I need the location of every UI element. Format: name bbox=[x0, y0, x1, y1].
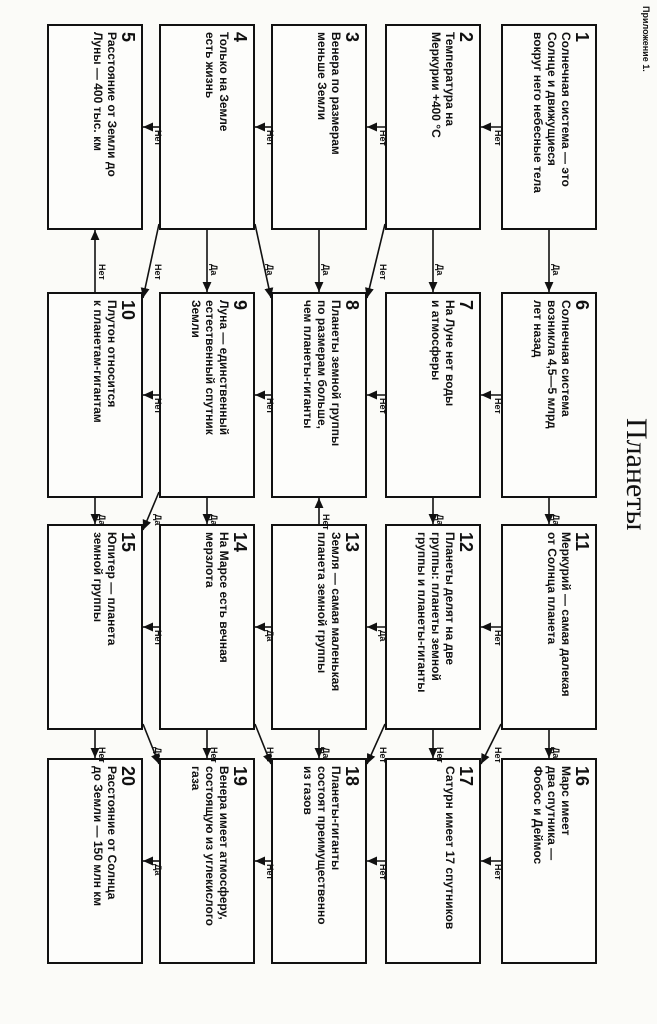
node-17 bbox=[385, 758, 481, 964]
node-3 bbox=[271, 24, 367, 230]
edge-label-yes: Да bbox=[551, 747, 561, 759]
node-number: 10 bbox=[118, 300, 138, 321]
node-text: Планеты земной группы по размерам больше, чем планеты-гиганты bbox=[301, 300, 343, 447]
edge-label-no: Нет bbox=[493, 398, 503, 414]
edge-label-yes: Да bbox=[209, 514, 219, 526]
node-16 bbox=[501, 758, 597, 964]
node-text: Только на Земле есть жизнь bbox=[203, 32, 231, 132]
node-text: Планеты-гиганты состоят преимущественно из газов bbox=[301, 766, 343, 925]
node-4 bbox=[159, 24, 255, 230]
node-text: Марс имеет два спутника — Фобос и Деймос bbox=[531, 766, 573, 865]
edge-4-8 bbox=[255, 224, 271, 298]
node-8 bbox=[271, 292, 367, 498]
node-number: 15 bbox=[118, 532, 138, 553]
node-number: 12 bbox=[456, 532, 476, 553]
node-text: Плутон относится к планетам-гигантам bbox=[91, 300, 119, 423]
edge-label-no: Нет bbox=[378, 264, 388, 280]
edge-label-no: Нет bbox=[321, 514, 331, 530]
edge-label-yes: Да bbox=[265, 630, 275, 642]
edge-label-yes: Да bbox=[551, 264, 561, 276]
edge-label-no: Нет bbox=[265, 747, 275, 763]
edge-label-no: Нет bbox=[493, 130, 503, 146]
node-number: 8 bbox=[342, 300, 362, 311]
edge-label-yes: Да bbox=[551, 514, 561, 526]
edge-label-no: Нет bbox=[209, 747, 219, 763]
edge-label-yes: Да bbox=[153, 514, 163, 526]
edge-label-no: Нет bbox=[97, 264, 107, 280]
node-9 bbox=[159, 292, 255, 498]
edge-label-yes: Да bbox=[435, 514, 445, 526]
node-text: Меркурий — самая далекая от Солнца планета bbox=[545, 532, 573, 697]
edge-label-yes: Да bbox=[321, 747, 331, 759]
node-text: Венера имеет атмосферу, состоящую из углекислого газа bbox=[189, 766, 231, 927]
node-number: 5 bbox=[118, 32, 138, 43]
edge-label-no: Нет bbox=[493, 747, 503, 763]
edge-label-no: Нет bbox=[378, 398, 388, 414]
node-5 bbox=[47, 24, 143, 230]
edge-label-no: Нет bbox=[378, 130, 388, 146]
node-text: На Марсе есть вечная мерзлота bbox=[203, 532, 231, 663]
node-text: Солнечная система — это Солнце и движущиеся вокруг него небесные тела bbox=[531, 32, 573, 193]
edge-label-yes: Да bbox=[435, 264, 445, 276]
node-number: 18 bbox=[342, 766, 362, 787]
edge-label-yes: Да bbox=[97, 514, 107, 526]
node-number: 7 bbox=[456, 300, 476, 311]
edge-label-no: Нет bbox=[265, 130, 275, 146]
edge-label-yes: Да bbox=[378, 630, 388, 642]
node-text: Луна — единственный естественный спутник Земли bbox=[189, 300, 231, 436]
node-number: 2 bbox=[456, 32, 476, 43]
node-6 bbox=[501, 292, 597, 498]
node-text: На Луне нет воды и атмосферы bbox=[429, 300, 457, 407]
node-text: Солнечная система возникла 4,5—5 млрд лет назад bbox=[531, 300, 573, 429]
edge-label-yes: Да bbox=[321, 264, 331, 276]
edge-label-no: Нет bbox=[265, 864, 275, 880]
node-12 bbox=[385, 524, 481, 730]
node-2 bbox=[385, 24, 481, 230]
node-text: Температура на Меркурии +400 °С bbox=[429, 32, 457, 138]
node-1 bbox=[501, 24, 597, 230]
node-7 bbox=[385, 292, 481, 498]
edge-label-no: Нет bbox=[493, 630, 503, 646]
node-number: 6 bbox=[572, 300, 592, 311]
node-15 bbox=[47, 524, 143, 730]
edge-label-no: Нет bbox=[493, 864, 503, 880]
edge-label-yes: Да bbox=[209, 264, 219, 276]
edge-4-10 bbox=[143, 224, 159, 298]
edge-2-8 bbox=[367, 224, 385, 298]
node-text: Сатурн имеет 17 спутников bbox=[443, 766, 457, 930]
node-11 bbox=[501, 524, 597, 730]
edge-label-no: Нет bbox=[435, 747, 445, 763]
page-title: Планеты bbox=[620, 418, 653, 531]
edge-label-no: Нет bbox=[153, 130, 163, 146]
node-number: 19 bbox=[230, 766, 250, 787]
node-number: 3 bbox=[342, 32, 362, 43]
edge-label-no: Нет bbox=[378, 747, 388, 763]
edge-label-no: Нет bbox=[378, 864, 388, 880]
edge-label-no: Нет bbox=[97, 747, 107, 763]
node-19 bbox=[159, 758, 255, 964]
edge-label-yes: Да bbox=[153, 864, 163, 876]
node-10 bbox=[47, 292, 143, 498]
node-14 bbox=[159, 524, 255, 730]
node-number: 13 bbox=[342, 532, 362, 553]
edge-label-yes: Да bbox=[265, 264, 275, 276]
appendix-label: Приложение 1. bbox=[641, 6, 651, 72]
edge-label-no: Нет bbox=[153, 630, 163, 646]
node-text: Юпитер — планета земной группы bbox=[91, 532, 119, 646]
node-number: 11 bbox=[572, 532, 592, 552]
edge-label-no: Нет bbox=[153, 398, 163, 414]
node-text: Венера по размерам меньше Земли bbox=[315, 32, 343, 155]
node-number: 9 bbox=[230, 300, 250, 311]
node-number: 17 bbox=[456, 766, 476, 787]
node-number: 4 bbox=[230, 32, 250, 43]
node-text: Земля — самая маленькая планета земной группы bbox=[315, 532, 343, 692]
node-18 bbox=[271, 758, 367, 964]
node-text: Расстояние от Земли до Луны — 400 тыс. км bbox=[91, 32, 119, 177]
edge-label-no: Нет bbox=[265, 398, 275, 414]
node-number: 20 bbox=[118, 766, 138, 787]
node-text: Планеты делят на две группы: планеты земной группы и планеты-гиганты bbox=[415, 532, 457, 693]
node-text: Расстояние от Солнца до Земли — 150 млн км bbox=[91, 766, 119, 907]
edge-label-yes: Да bbox=[153, 747, 163, 759]
node-20 bbox=[47, 758, 143, 964]
node-number: 16 bbox=[572, 766, 592, 787]
node-number: 1 bbox=[572, 32, 592, 43]
node-number: 14 bbox=[230, 532, 250, 553]
node-13 bbox=[271, 524, 367, 730]
edge-label-no: Нет bbox=[153, 264, 163, 280]
